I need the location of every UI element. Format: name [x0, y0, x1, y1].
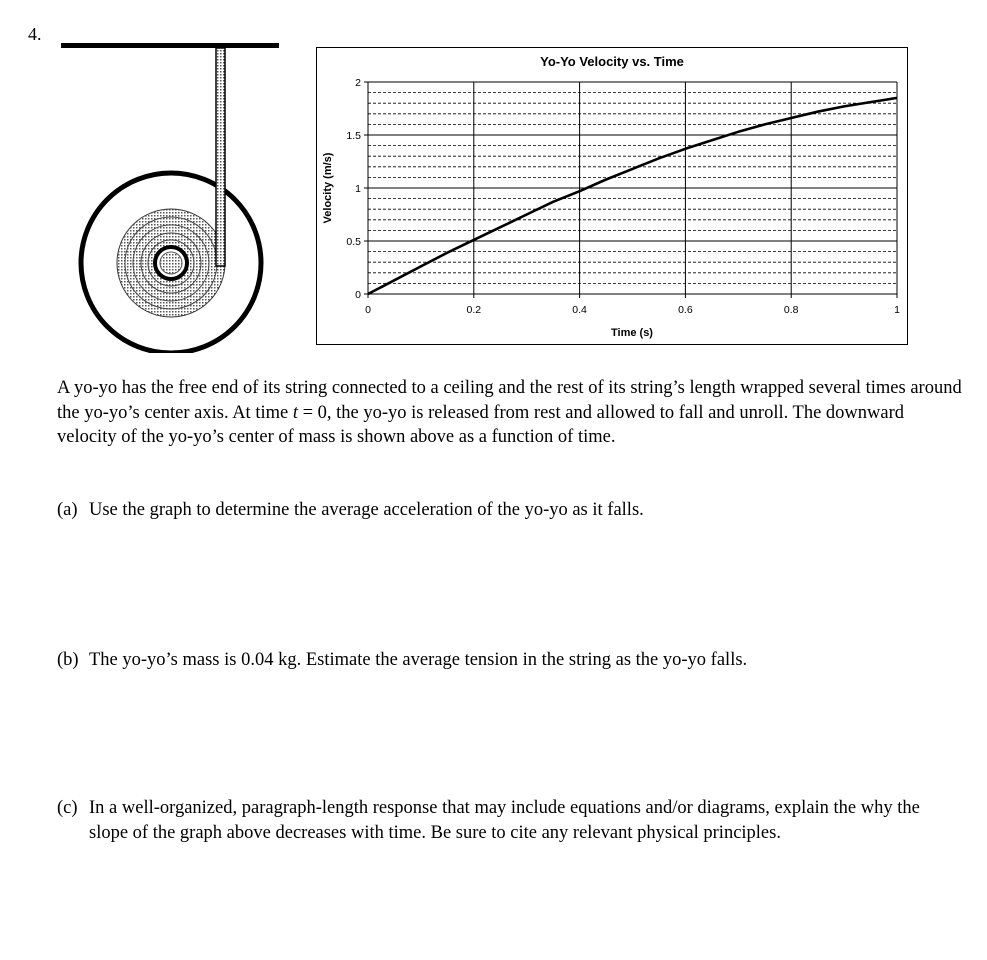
part-a-label: (a) [57, 500, 78, 520]
chart-y-axis-label: Velocity (m/s) [322, 152, 334, 224]
yo-yo-hanging-icon [55, 38, 285, 353]
chart-x-axis-label: Time (s) [611, 327, 653, 339]
x-tick-label: 0.4 [572, 304, 587, 316]
time-symbol: t [292, 402, 298, 423]
hanging-string [216, 48, 225, 266]
part-c [57, 796, 962, 845]
intro-after-t: = 0, the yo-yo is released from rest and allowed to fall and unroll. The downward velocity of the yo-yo’s center of mass is shown above as a function of time. [57, 402, 905, 448]
velocity-time-chart [316, 47, 908, 345]
part-a [57, 498, 962, 523]
chart-title: Yo-Yo Velocity vs. Time [540, 54, 684, 69]
part-b-text: The yo-yo’s mass is 0.04 kg. Estimate the average tension in the string as the yo-yo falls. [89, 650, 748, 670]
part-b [57, 648, 962, 673]
x-tick-label: 0.6 [678, 304, 693, 316]
y-tick-label: 0 [355, 289, 361, 301]
y-tick-label: 2 [355, 77, 361, 89]
part-b-label: (b) [57, 650, 79, 670]
part-a-text: Use the graph to determine the average acceleration of the yo-yo as it falls. [89, 500, 644, 520]
x-tick-label: 0.8 [783, 304, 799, 316]
problem-intro [57, 376, 962, 450]
x-tick-label: 0 [365, 304, 371, 316]
y-tick-label: 1 [355, 183, 361, 195]
x-tick-label: 1 [894, 304, 900, 316]
question-number: 4. [28, 24, 42, 44]
ceiling-line [61, 43, 279, 48]
x-tick-label: 0.2 [466, 304, 482, 316]
intro-before-t: A yo-yo has the free end of its string connected to a ceiling and the rest of its string’s length wrapped several times around the yo-yo’s center axis. At time [57, 378, 962, 423]
y-tick-label: 1.5 [346, 130, 361, 142]
y-tick-label: 0.5 [346, 236, 361, 248]
part-c-label: (c) [57, 798, 78, 818]
part-c-text: In a well-organized, paragraph-length response that may include equations and/or diagrams, explain the why the slope of the graph above decreases with time. Be sure to cite any relevant physical principles. [89, 798, 920, 843]
